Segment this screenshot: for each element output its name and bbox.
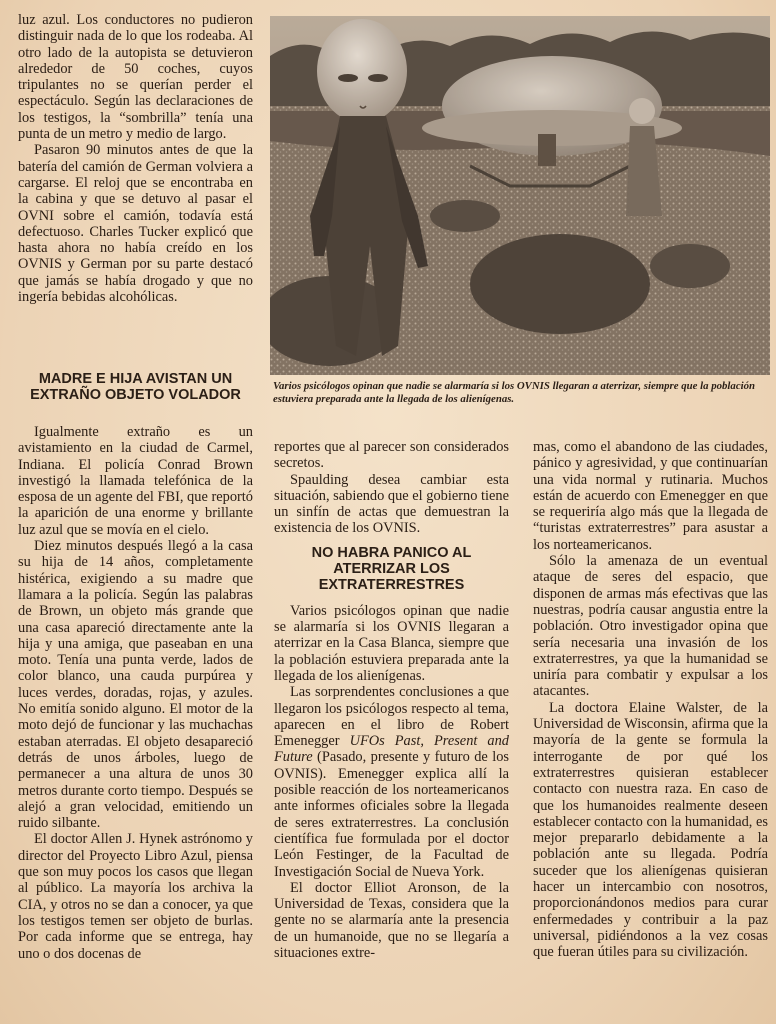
paragraph: Diez minutos después llegó a la casa su hija de 14 años, completamente histérica, exigiendo a su madre que llamara a la policía. Según las palabras de Brown, un objeto más grande que una casa apareció directamente ante la hija y una amiga, que paseaban en una moto. Tenía una punta verde, lados de color blanco, una cauda purpúrea y luces verdes, doradas, rojas, y azules. No emitía sonido alguno. El motor de la moto dejó de funcionar y las muchachas estaban aterradas. El objeto desapareció detrás de unos árboles, luego de permanecer a una altura de unos 30 metros durante corto tiempo. Después se alejó a gran velocidad, emitiendo un ruido silbante. (18, 538, 253, 832)
paragraph: reportes que al parecer son considerados secretos. (274, 439, 509, 472)
photo-caption: Varios psicólogos opinan que nadie se alarmaría si los OVNIS llegaran a aterrizar, siempre que la población estuviera preparada ante la llegada de los alienígenas. (273, 380, 756, 405)
section-heading-no-panic: NO HABRA PANICO AL ATERRIZAR LOS EXTRATERRESTRES (311, 544, 472, 593)
text-run: Las sorprendentes conclusiones a que llegaron los psicólogos respecto al tema, aparecen en el libro de Robert Emenegger (274, 684, 509, 750)
paragraph: Pasaron 90 minutos antes de que la batería del camión de German volviera a cargarse. El reloj que se encontraba en la cabina y que se detuvo al pasar el OVNI sobre el camión, todavía está defectuoso. Charles Tucker explicó que hasta ahora no había creído en los OVNIS y German por su parte destacó que jamás se había drogado y que no ingería bebidas alcohólicas. (18, 142, 253, 306)
paragraph: mas, como el abandono de las ciudades, pánico y agresividad, y que continuarían una vida normal y rutinaria. Muchos están de acuerdo con Emenegger en que se requeriría algo más que la llegada de “turistas extraterrestres” para asustar a los norteamericanos. (533, 439, 768, 553)
column-1-top (18, 12, 253, 305)
paragraph: luz azul. Los conductores no pudieron distinguir nada de lo que los rodeaba. Al otro lado de la autopista se detuvieron alrededor de 50 coches, cuyos tripulantes no se querían perder el espectáculo. Según las declaraciones de los testigos, la “sombrilla” tenía una punta de un metro y medio de largo. (18, 12, 253, 143)
paragraph: El doctor Elliot Aronson, de la Universidad de Texas, considera que la gente no se alarmaría ante la presencia de un humanoide, que no se llegaría a situaciones extre- (274, 879, 509, 962)
column-1-bottom (18, 424, 253, 962)
book-title: UFOs Past, Present and Future (274, 733, 510, 766)
paragraph: Varios psicólogos opinan que nadie se alarmaría si los OVNIS llegaran a aterrizar en la Casa Blanca, siempre que la población estuviera preparada ante la llegada de los alienígenas. (274, 602, 509, 684)
column-2 (274, 439, 509, 961)
paragraph: Igualmente extraño es un avistamiento en la ciudad de Carmel, Indiana. El policía Conrad Brown investigó la llamada telefónica de la esposa de un agente del FBI, que reportó la aparición de una enorme y brillante luz azul que se movía en el cielo. (18, 424, 253, 538)
paragraph (274, 684, 509, 880)
paragraph: Spaulding desea cambiar esta situación, sabiendo que el gobierno tiene un sinfín de actas que demuestran la existencia de los OVNIS. (274, 471, 509, 537)
section-heading-mother-daughter: MADRE E HIJA AVISTAN UN EXTRAÑO OBJETO VOLADOR (30, 371, 241, 403)
column-3 (533, 439, 768, 961)
paragraph: Sólo la amenaza de un eventual ataque de seres del espacio, que disponen de armas más efectivas que las nuestras, podría causar angustia entre la población. Otro investigador opina que sería necesaria una invasión de los extraterrestres, ya que la humanidad se uniría para combatir y expulsar a los atacantes. (533, 553, 768, 700)
paragraph: El doctor Allen J. Hynek astrónomo y director del Proyecto Libro Azul, piensa que son muy pocos los casos que llegan al público. La mayoría los archiva la CIA, y otros no se dan a conocer, ya que los testigos temen ser objeto de burlas. Por cada informe que se entrega, hay uno o dos docenas de (18, 831, 253, 962)
paragraph: La doctora Elaine Walster, de la Universidad de Wisconsin, afirma que la mayoría de la gente se formula la interrogante de por qué los extraterrestres quisieran establecer contacto con nuestra raza. En caso de que los humanoides realmente deseen establecer contacto con la humanidad, es mejor prepararlo debidamente a la población ante su llegada. Podría suceder que los alienígenas quisieran hacer un intercambio con nosotros, proporcionándonos medios para curar enfermedades y contribuir a la paz universal, pidiéndonos a la vez cosas que fueran útiles para su civilización. (533, 699, 768, 961)
text-run: (Pasado, presente y futuro de los OVNIS). Emenegger explica allí la posible reacción de los norteamericanos ante informes oficiales sobre la llegada de seres extraterrestres. La conclusión científica fue formulada por el doctor León Festinger, de la Facultad de Investigación Social de Nueva York. (274, 749, 509, 880)
alien-ufo-photo (270, 16, 770, 375)
